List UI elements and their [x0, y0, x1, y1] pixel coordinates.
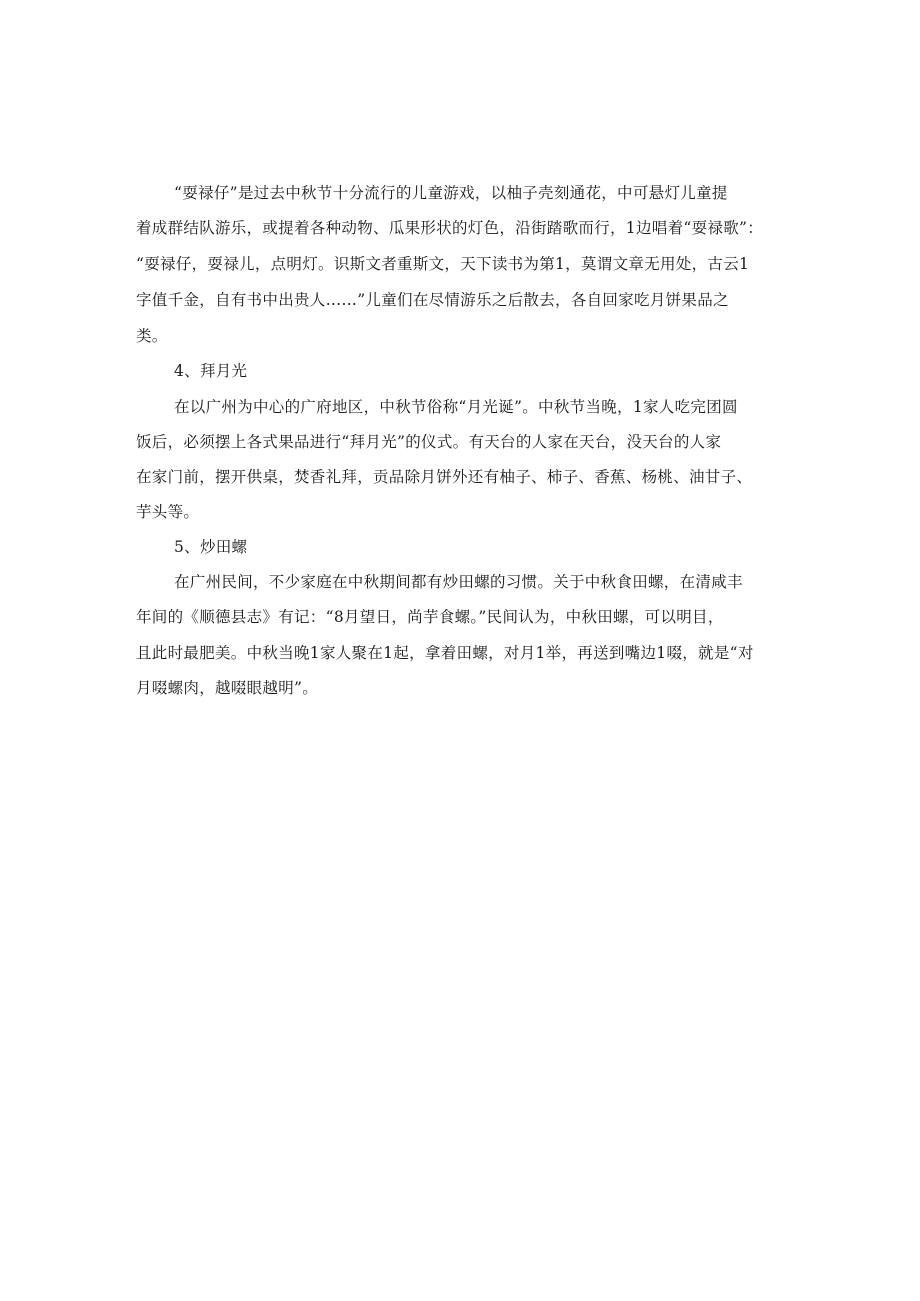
paragraph-3-line-4: 月啜螺肉，越啜眼越明”。: [136, 679, 319, 697]
paragraph-1-line-3: “耍禄仔，耍禄儿，点明灯。识斯文者重斯文，天下读书为第1，莫谓文章无用处，古云1: [136, 255, 750, 273]
paragraph-1-line-2: 着成群结队游乐，或提着各种动物、瓜果形状的灯色，沿街踏歌而行，1边唱着“耍禄歌”：: [136, 219, 764, 237]
paragraph-2-line-1: 在以广州为中心的广府地区，中秋节俗称“月光诞”。中秋节当晚，1家人吃完团圆: [174, 398, 738, 416]
paragraph-3-line-3: 且此时最肥美。中秋当晚1家人聚在1起，拿着田螺，对月1举，再送到嘴边1啜，就是“对: [136, 644, 754, 662]
paragraph-3-line-1: 在广州民间，不少家庭在中秋期间都有炒田螺的习惯。关于中秋食田螺，在清咸丰: [174, 573, 743, 591]
section-heading-4: 4、拜月光: [174, 362, 248, 380]
paragraph-2-line-2: 饭后，必须摆上各式果品进行“拜月光”的仪式。有天台的人家在天台，没天台的人家: [136, 433, 722, 451]
paragraph-2-line-3: 在家门前，摆开供桌，焚香礼拜，贡品除月饼外还有柚子、柿子、香蕉、杨桃、油甘子、: [136, 468, 753, 486]
paragraph-2-line-4: 芋头等。: [136, 503, 200, 521]
section-heading-5: 5、炒田螺: [174, 538, 248, 556]
paragraph-1-line-4: 字值千金，自有书中出贵人……”儿童们在尽情游乐之后散去，各自回家吃月饼果品之: [136, 291, 729, 309]
paragraph-1-line-5: 类。: [136, 327, 168, 345]
paragraph-1-line-1: “耍禄仔”是过去中秋节十分流行的儿童游戏，以柚子壳刻通花，中可悬灯儿童提: [174, 184, 728, 202]
paragraph-3-line-2: 年间的《顺德县志》有记：“8月望日，尚芋食螺。”民间认为，中秋田螺，可以明目，: [136, 608, 724, 626]
